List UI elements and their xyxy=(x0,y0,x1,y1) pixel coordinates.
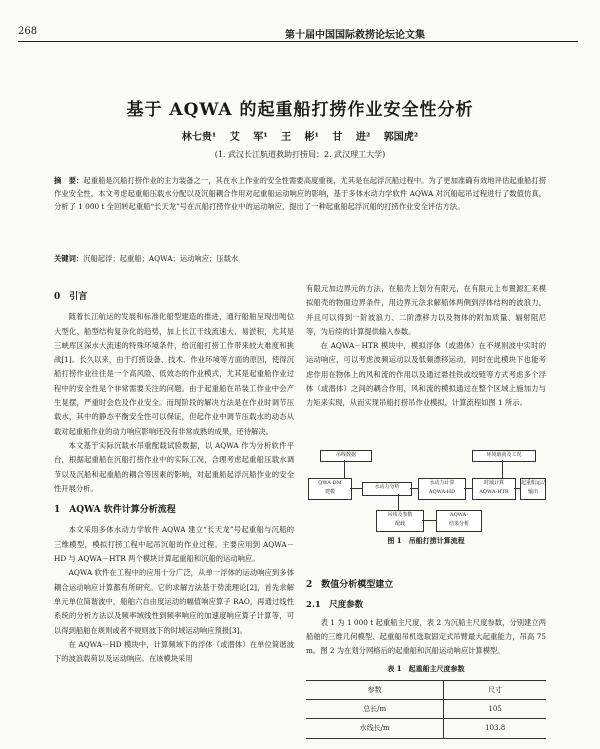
table-header-row xyxy=(306,680,546,699)
table-1 xyxy=(306,680,546,739)
table-header-cell: 参数 xyxy=(306,680,444,699)
paragraph: 在 AQWA－HD 模块中，计算频域下的浮体（或潜体）在单位简谐波下的波浪载荷以及运动响应。在该模块采用 xyxy=(54,639,294,664)
abstract xyxy=(54,174,546,214)
journal-header: 第十届中国国际救捞论坛论文集 xyxy=(285,30,425,41)
right-column-lower xyxy=(306,578,546,739)
flow-arrow xyxy=(464,488,472,489)
authors: 林七贵¹ 艾 军¹ 王 彬¹ 甘 进² 郭国虎² xyxy=(181,132,419,143)
flow-box-output: 起重船运动 输出 xyxy=(520,478,546,500)
keywords-text: 沉船起浮；起重船；AQWA；运动响应；压载水 xyxy=(83,254,239,263)
figure-1-caption: 图 1 吊船打捞计算流程 xyxy=(387,536,465,545)
abstract-text: 起重船是沉船打捞作业的主力装备之一，其在水上作业的安全性需要高度重视，尤其是在起浮沉船过程中。为了更加准确有效地评估起重船打捞作业安全性，本文考虑起重船压载水分配以及沉船耦合作用对起重船运动响应的影响，基于多体水动力学软件 AQWA 对沉船起吊过程进行了数值仿真，分析了 1 000 t 全回转起重船“长天龙”号在沉船打捞作业中的运动响应，提出了一种起重船起浮沉船的打捞作业安全评估方法。 xyxy=(54,176,547,212)
flow-box-result: AQWA- 结果分析 xyxy=(436,510,482,532)
paragraph: 在 AQWA－HTR 模块中，模拟浮体（或潜体）在不规则波中实时的运动响应，可以考虑波频运动以及低频漂移运动，同时在此模块下也能考虑作用在物体上的风和流的作用以及通过悬挂铁或绞链等方式考虑多个浮体（或潜体）之间的耦合作用，风和流的模拟通过在整个区域上施加力与力矩来实现，从而实现吊船打捞吊作业模拟，计算流程如图 1 所示。 xyxy=(306,341,546,408)
figure-1 xyxy=(306,448,546,548)
page-number: 268 xyxy=(18,26,38,37)
table-cell: 水线长/m xyxy=(306,719,444,738)
paragraph: 有限元加边界元的方法，在船壳上划分有限元，在有限元上布置源汇来模拟船壳的物面边界条件，用边界元法求解船体两侧到浮体结构的波浪力，并且可以得到一阶波浪力、二阶漂移力以及物体的附加质量、辐射阻尼等，为后续的计算提供输入参数。 xyxy=(306,284,546,336)
flow-box-env: 环境载荷及工况 xyxy=(472,450,536,462)
flow-box-htr: 时域计算 AQWA-HTR xyxy=(472,478,516,500)
header-rule xyxy=(18,41,578,42)
section-1-title: 1 AQWA 软件计算分析流程 xyxy=(54,505,176,516)
paragraph: AQWA 软件在工程中的应用十分广泛，从单一浮体的运动响应到多体耦合运动响应计算都有所研究。它的求解方法基于势流理论[2]，首先求解单元单位简谐波中，船舶六自由度运动的幅值响应算子 RAO，再通过线性系统的分析方法以及频率域线性到频率响应的加速度响应算子计算等，可以得到船舶在规则或者不规则波下的时域运动响应预报[3]。 xyxy=(54,568,294,635)
flow-box-line: 吊线及参数 配载 xyxy=(376,510,424,532)
table-cell: 105 xyxy=(444,700,546,719)
paragraph: 本文基于实际沉载水吊重配载试验数据，以 AQWA 作为分析软件平台，根据起重船在沉船打捞作业中的实际工况，合理考虑起重船压载水调节以及沉船和起重船的耦合等因素的影响，对起重船起浮沉船作业的安全性开展分析。 xyxy=(54,440,294,493)
table-header-cell: 尺寸 xyxy=(444,680,546,699)
flow-arrow xyxy=(410,488,418,489)
keywords-label: 关键词： xyxy=(54,254,84,263)
flow-arrow xyxy=(502,460,503,478)
keywords xyxy=(54,252,546,265)
paper-title: 基于 AQWA 的起重船打捞作业安全性分析 xyxy=(126,100,474,120)
table-1-caption: 表 1 起重船主尺度参数 xyxy=(387,664,465,674)
table-row xyxy=(306,719,546,738)
flow-box-lines: 吊线数据 xyxy=(320,450,372,462)
flow-arrow xyxy=(344,460,345,478)
paragraph: 随着长江航运的发展和标准化船型建造的推进，通行船舶呈现出吨位大型化、船型结构复杂化的趋势，加上长江干线流速大、易淤积，尤其是三峡库区深水大流速的特殊环境条件，给沉船打捞工作带来较大难度和挑战[1]。长久以来，由于打捞设备、技术、作业环境等方面的原因，使得沉船打捞作业往往是一个高风险、低效态的作业模式，尤其是起重船作业过程中的安全性是个非常需要关注的问题。由于起重船在吊装工作业中会产生晃摆，严重时会危及作业安全。而现阶段的解决方法是在作业时调节压载水，其中的静态平衡安全性可以保证，但起作业中调节压载水的动态从载对起重船作业的动力响应影响还没有非常成熟的成果，还待解决。 xyxy=(54,312,294,436)
flow-arrow xyxy=(398,494,399,510)
paragraph: 本文采用多体水动力学软件 AQWA 建立“长天龙”号起重船与沉船的三维模型，模拟打捞工程中起吊沉船的作业过程。主要应用到 AQWA－HD 与 AQWA－HTR 两个模块计算起重船和沉船的运动响应。 xyxy=(54,525,294,564)
right-column xyxy=(306,282,546,411)
flow-box-qwa: QWA-DM 建模 xyxy=(308,478,352,500)
table-row xyxy=(306,700,546,719)
flow-arrow xyxy=(350,488,362,489)
section-0-title: 0 引言 xyxy=(54,292,88,302)
paragraph: 表 1 为 1 000 t 起重船主尺度，表 2 为沉船主尺度参数，分别建立两船舶的三维几何模型、起重船吊机选取固定式吊臂最大起重能力，吊高 75 m。图 2 为在划分网格后的起重船和沉船运动响应计算模型。 xyxy=(306,617,546,656)
flow-arrow xyxy=(514,488,520,489)
section-2-title: 2 数值分析模型建立 xyxy=(306,580,394,590)
flow-box-hd: 水动力计算 AQWA-HD xyxy=(418,478,466,500)
affiliations: (1. 武汉长江航道救助打捞局；2. 武汉理工大学) xyxy=(214,150,386,159)
abstract-label: 摘 要： xyxy=(54,176,84,185)
left-column xyxy=(54,282,294,666)
table-cell: 103.8 xyxy=(444,719,546,738)
table-cell: 总长/m xyxy=(306,700,444,719)
section-2-1-title: 2.1 尺度参数 xyxy=(306,600,364,611)
flow-box-analysis: 水动力分析 xyxy=(362,482,412,496)
flow-arrow xyxy=(422,520,436,521)
